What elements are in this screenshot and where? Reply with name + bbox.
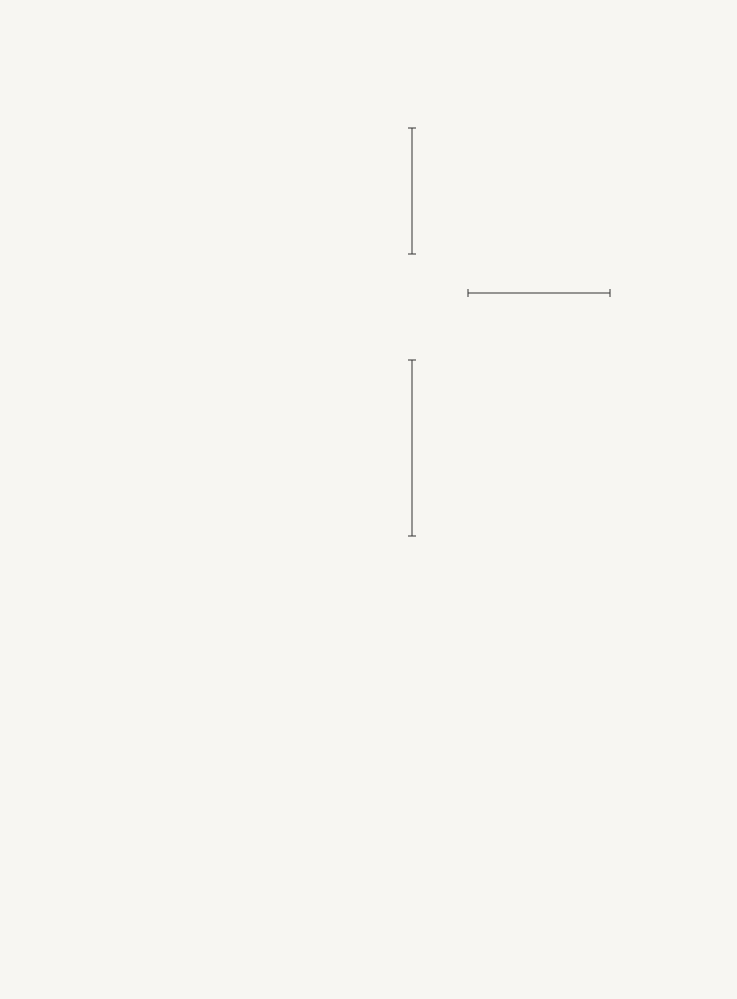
references-list (384, 794, 696, 795)
c-axis-bar (408, 360, 416, 536)
a-axis-bar (408, 128, 416, 254)
b-axis-bar (468, 289, 610, 297)
cyanogen-packing-figure (392, 60, 684, 572)
